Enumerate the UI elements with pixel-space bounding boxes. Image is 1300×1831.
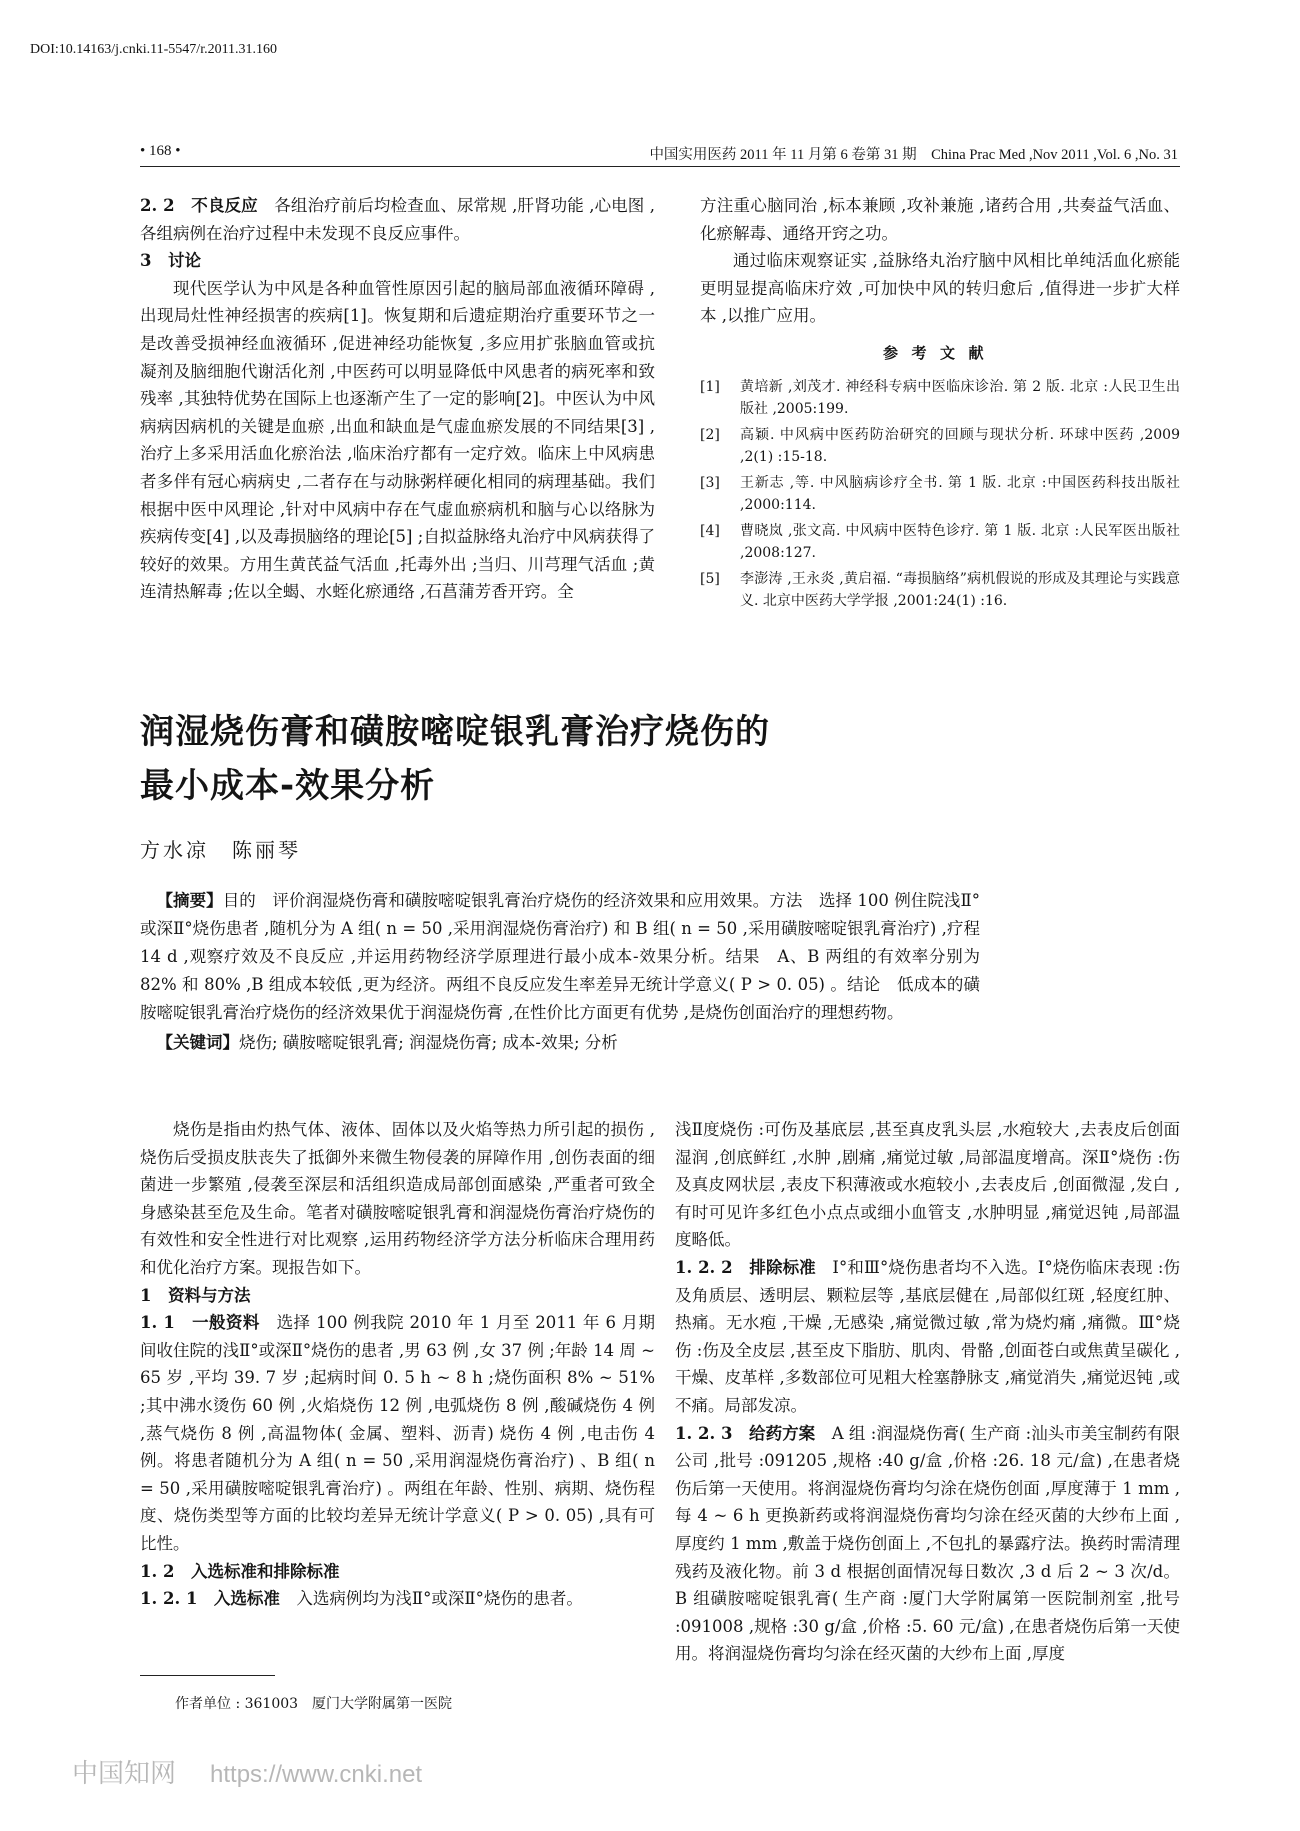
page-number: • 168 •	[140, 143, 181, 159]
paragraph-text: 选择 100 例我院 2010 年 1 月至 2011 年 6 月期间收住院的浅Ⅱ°或深Ⅱ°烧伤的患者 ,男 63 例 ,女 37 例 ;年龄 14 周 ~ 65 岁 ,平均 39. 7 岁 ;起病时间 0. 5 h ~ 8 h ;烧伤面积 8% ~ 51% ;其中沸水烫伤 60 例 ,火焰烧伤 12 例 ,电弧烧伤 8 例 ,酸碱烧伤 4 例 ,蒸气烧伤 8 例 ,高温物体( 金属、塑料、沥青) 烧伤 4 例 ,电击伤 4 例。将患者随机分为 A 组( n = 50 ,采用润湿烧伤膏治疗) 、B 组( n = 50 ,采用磺胺嘧啶银乳膏治疗) 。两组在年龄、性别、病期、烧伤程度、烧伤类型等方面的比较均差异无统计学意义( P > 0. 05) ,具有可比性。	[140, 1313, 655, 1553]
body-paragraph	[140, 1558, 655, 1586]
prev-article-left-column	[140, 192, 655, 606]
reference-item	[700, 376, 1180, 420]
reference-item	[700, 472, 1180, 516]
paragraph-text: 浅Ⅱ度烧伤 :可伤及基底层 ,甚至真皮乳头层 ,水疱较大 ,去表皮后创面湿润 ,创底鲜红 ,水肿 ,剧痛 ,痛觉过敏 ,局部温度增高。深Ⅱ°烧伤 :伤及真皮网状层 ,表皮下积薄液或水疱较小 ,去表皮后 ,创面微湿 ,发白 ,有时可见许多红色小点点或细小血管支 ,水肿明显 ,痛觉迟钝 ,局部温度略低。	[675, 1120, 1180, 1250]
article-left-column	[140, 1116, 655, 1613]
body-paragraph	[675, 1254, 1180, 1420]
reference-number: [2]	[700, 426, 720, 443]
body-paragraph	[140, 192, 655, 247]
body-paragraph	[140, 1309, 655, 1557]
reference-item	[700, 568, 1180, 612]
article-title-line-1: 润湿烧伤膏和磺胺嘧啶银乳膏治疗烧伤的	[140, 712, 770, 752]
body-paragraph	[675, 1116, 1180, 1254]
subsection-heading: 1. 1 一般资料	[140, 1313, 260, 1333]
subsection-heading: 2. 2 不良反应	[140, 196, 258, 215]
subsection-heading: 1. 2. 3 给药方案	[675, 1423, 816, 1443]
subsection-heading: 1. 2 入选标准和排除标准	[140, 1561, 340, 1581]
article-title-line-2: 最小成本-效果分析	[140, 766, 436, 806]
body-paragraph	[140, 275, 655, 606]
paragraph-text: 入选病例均为浅Ⅱ°或深Ⅱ°烧伤的患者。	[279, 1589, 583, 1609]
reference-item	[700, 424, 1180, 468]
header-rule	[140, 166, 1180, 167]
paragraph-text: A 组 :润湿烧伤膏( 生产商 :汕头市美宝制药有限公司 ,批号 :091205 ,规格 :40 g/盒 ,价格 :26. 18 元/盒) ,在患者烧伤后第一天使用。将润湿烧伤膏均匀涂在烧伤创面 ,厚度薄于 1 mm ,每 4 ~ 6 h 更换新药或将润湿烧伤膏均匀涂在经灭菌的大纱布上面 ,厚度约 1 mm ,敷盖于烧伤创面上 ,不包扎的暴露疗法。换药时需清理残药及液化物。前 3 d 根据创面情况每日数次 ,3 d 后 2 ~ 3 次/d。B 组磺胺嘧啶银乳膏( 生产商 :厦门大学附属第一医院制剂室 ,批号 :091008 ,规格 :30 g/盒 ,价格 :5. 60 元/盒) ,在患者烧伤后第一天使用。将润湿烧伤膏均匀涂在经灭菌的大纱布上面 ,厚度	[675, 1423, 1180, 1664]
keywords-label: 【关键词】	[156, 1033, 239, 1052]
watermark-url: https://www.cnki.net	[210, 1761, 423, 1788]
references-list	[700, 376, 1180, 612]
keywords-paragraph	[140, 1029, 980, 1057]
reference-text: 李澎涛 ,王永炎 ,黄启福. “毒损脑络”病机假说的形成及其理论与实践意义. 北京中医药大学学报 ,2001:24(1) :16.	[740, 570, 1180, 609]
reference-number: [5]	[700, 570, 720, 587]
abstract-block	[140, 887, 980, 1057]
watermark-brand: 中国知网	[72, 1759, 177, 1789]
article-authors: 方水凉 陈丽琴	[140, 838, 301, 862]
body-paragraph	[675, 1420, 1180, 1668]
doi-line: DOI:10.14163/j.cnki.11-5547/r.2011.31.160	[30, 42, 278, 57]
reference-number: [3]	[700, 474, 720, 491]
prev-article-right-column	[700, 192, 1180, 616]
keywords-text: 烧伤; 磺胺嘧啶银乳膏; 润湿烧伤膏; 成本-效果; 分析	[239, 1033, 618, 1052]
body-paragraph	[700, 247, 1180, 330]
author-affiliation-footnote: 作者单位 : 361003 厦门大学附属第一医院	[175, 1696, 453, 1712]
article-right-column	[675, 1116, 1180, 1668]
abstract-text: 目的 评价润湿烧伤膏和磺胺嘧啶银乳膏治疗烧伤的经济效果和应用效果。方法 选择 100 例住院浅Ⅱ°或深Ⅱ°烧伤患者 ,随机分为 A 组( n = 50 ,采用润湿烧伤膏治疗) 和 B 组( n = 50 ,采用磺胺嘧啶银乳膏治疗) ,疗程 14 d ,观察疗效及不良反应 ,并运用药物经济学原理进行最小成本-效果分析。结果 A、B 两组的有效率分别为 82% 和 80% ,B 组成本较低 ,更为经济。两组不良反应发生率差异无统计学意义( P > 0. 05) 。结论 低成本的磺胺嘧啶银乳膏治疗烧伤的经济效果优于润湿烧伤膏 ,在性价比方面更有优势 ,是烧伤创面治疗的理想药物。	[140, 891, 980, 1022]
cnki-watermark	[72, 1753, 422, 1790]
abstract-paragraph	[140, 887, 980, 1027]
paragraph-text: 方注重心脑同治 ,标本兼顾 ,攻补兼施 ,诸药合用 ,共奏益气活血、化瘀解毒、通络开窍之功。	[700, 196, 1180, 243]
paragraph-text: 通过临床观察证实 ,益脉络丸治疗脑中风相比单纯活血化瘀能更明显提高临床疗效 ,可加快中风的转归愈后 ,值得进一步扩大样本 ,以推广应用。	[700, 251, 1180, 326]
body-paragraph	[140, 1585, 655, 1613]
body-paragraph	[700, 192, 1180, 247]
section-heading: 3 讨论	[140, 251, 201, 271]
footnote-rule	[140, 1675, 275, 1676]
reference-number: [4]	[700, 522, 720, 539]
reference-number: [1]	[700, 378, 720, 395]
section-heading: 1 资料与方法	[140, 1285, 251, 1305]
reference-item	[700, 520, 1180, 564]
references-heading: 参考文献	[882, 343, 997, 362]
article-title	[140, 705, 770, 813]
journal-header: 中国实用医药 2011 年 11 月第 6 卷第 31 期 China Prac Med ,Nov 2011 ,Vol. 6 ,No. 31	[649, 147, 1178, 163]
subsection-heading: 1. 2. 2 排除标准	[675, 1257, 816, 1277]
reference-text: 黄培新 ,刘茂才. 神经科专病中医临床诊治. 第 2 版. 北京 :人民卫生出版社 ,2005:199.	[740, 378, 1180, 417]
reference-text: 曹晓岚 ,张文高. 中风病中医特色诊疗. 第 1 版. 北京 :人民军医出版社 ,2008:127.	[740, 522, 1180, 561]
reference-text: 王新志 ,等. 中风脑病诊疗全书. 第 1 版. 北京 :中国医药科技出版社 ,2000:114.	[740, 474, 1180, 513]
reference-text: 高颖. 中风病中医药防治研究的回顾与现状分析. 环球中医药 ,2009 ,2(1) :15-18.	[740, 426, 1180, 465]
paragraph-text: 各组治疗前后均检查血、尿常规 ,肝肾功能 ,心电图 ,各组病例在治疗过程中未发现不良反应事件。	[140, 196, 655, 243]
abstract-label: 【摘要】	[156, 891, 223, 910]
subsection-heading: 1. 2. 1 入选标准	[140, 1589, 280, 1609]
paragraph-text: Ⅰ°和Ⅲ°烧伤患者均不入选。Ⅰ°烧伤临床表现 :伤及角质层、透明层、颗粒层等 ,基底层健在 ,局部似红斑 ,轻度红肿、热痛。无水疱 ,干燥 ,无感染 ,痛觉微过敏 ,常为烧灼痛 ,痛微。Ⅲ°烧伤 :伤及全皮层 ,甚至皮下脂肪、肌肉、骨骼 ,创面苍白或焦黄呈碳化 ,干燥、皮革样 ,多数部位可见粗大栓塞静脉支 ,痛觉消失 ,痛觉迟钝 ,或不痛。局部发凉。	[675, 1257, 1180, 1415]
paragraph-text: 烧伤是指由灼热气体、液体、固体以及火焰等热力所引起的损伤 ,烧伤后受损皮肤丧失了抵御外来微生物侵袭的屏障作用 ,创伤表面的细菌进一步繁殖 ,侵袭至深层和活组织造成局部创面感染 ,严重者可致全身感染甚至危及生命。笔者对磺胺嘧啶银乳膏和润湿烧伤膏治疗烧伤的有效性和安全性进行对比观察 ,运用药物经济学方法分析临床合理用药和优化治疗方案。现报告如下。	[140, 1120, 655, 1277]
body-paragraph	[140, 1116, 655, 1282]
paragraph-text: 现代医学认为中风是各种血管性原因引起的脑局部血液循环障碍 ,出现局灶性神经损害的疾病[1]。恢复期和后遗症期治疗重要环节之一是改善受损神经血液循环 ,促进神经功能恢复 ,多应用扩张脑血管或抗凝剂及脑细胞代谢活化剂 ,中医药可以明显降低中风患者的病死率和致残率 ,其独特优势在国际上也逐渐产生了一定的影响[2]。中医认为中风病病因病机的关键是血瘀 ,出血和缺血是气虚血瘀发展的不同结果[3] ,治疗上多采用活血化瘀治法 ,临床治疗都有一定疗效。临床上中风病患者多伴有冠心病病史 ,二者存在与动脉粥样硬化相同的病理基础。我们根据中医中风理论 ,针对中风病中存在气虚血瘀病机和脑与心以络脉为疾病传变[4] ,以及毒损脑络的理论[5] ;自拟益脉络丸治疗中风病获得了较好的效果。方用生黄芪益气活血 ,托毒外出 ;当归、川芎理气活血 ;黄连清热解毒 ;佐以全蝎、水蛭化瘀通络 ,石菖蒲芳香开窍。全	[140, 278, 655, 602]
